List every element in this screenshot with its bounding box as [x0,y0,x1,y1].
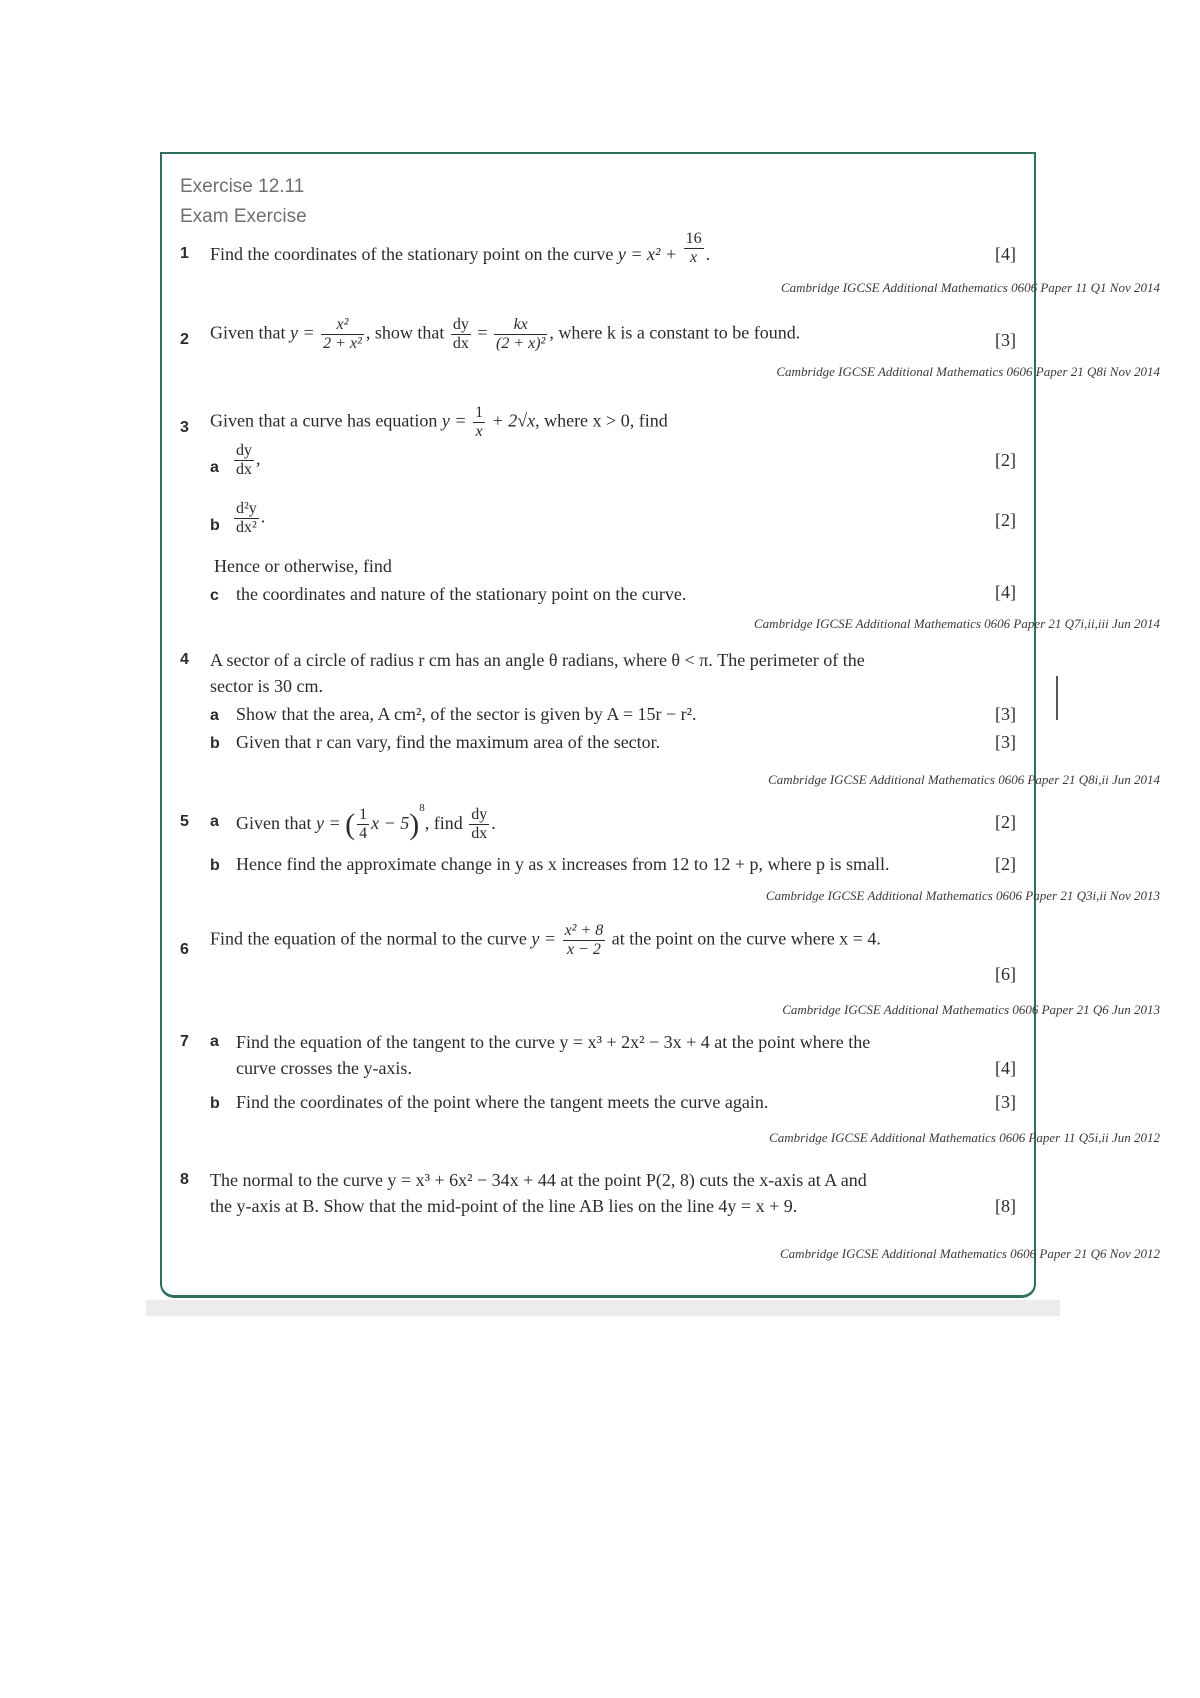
math-lhs: y = [315,813,341,833]
question-text: Find the coordinates of the stationary point on the curve [210,244,614,264]
punctuation: . [260,506,266,527]
numerator: kx [494,316,547,335]
numerator: x² + 8 [564,922,604,939]
source-citation: Cambridge IGCSE Additional Mathematics 0606 Paper 21 Q6 Jun 2013 [782,1002,1160,1017]
source-citation: Cambridge IGCSE Additional Mathematics 0606 Paper 21 Q8i Nov 2014 [776,364,1160,379]
question-number: 6 [180,941,189,958]
question-text: sector is 30 cm. [210,676,323,696]
question-number: 2 [180,331,189,348]
question-text: , where k is a constant to be found. [549,322,801,343]
source-citation: Cambridge IGCSE Additional Mathematics 0606 Paper 11 Q5i,ii Jun 2012 [769,1130,1160,1145]
marks: [4] [995,244,1016,264]
question-3 [180,404,1016,624]
denominator: dx [471,825,488,843]
denominator: dx [452,335,469,352]
part-label: b [210,857,220,874]
denominator: x − 2 [566,941,601,958]
source-citation: Cambridge IGCSE Additional Mathematics 0606 Paper 21 Q3i,ii Nov 2013 [765,888,1160,903]
math-lhs: y = [441,410,467,431]
numerator: dy [452,316,469,333]
question-number: 4 [180,651,189,668]
part-label: b [210,735,220,752]
part-text: Hence find the approximate change in y as x increases from 12 to 12 + p, where p is small. [236,854,890,874]
derivative [234,442,254,479]
exponent: 8 [419,802,425,814]
numerator: d²y [236,500,257,517]
hence-text: Hence or otherwise, find [214,556,392,576]
question-number: 5 [180,813,189,830]
question-text: Find the equation of the normal to the curve [210,928,527,949]
question-2 [180,316,1016,362]
marks: [2] [995,854,1016,874]
question-text: , where x > 0, find [535,410,668,431]
fraction [473,404,485,441]
source-citation: Cambridge IGCSE Additional Mathematics 0606 Paper 21 Q8i,ii Jun 2014 [768,772,1160,787]
math-lhs: y = [289,322,315,343]
marks: [6] [995,964,1016,984]
denominator: (2 + x)² [495,335,546,352]
part-text: Given that [236,813,312,833]
part-label: a [210,459,219,476]
part-label: a [210,707,219,724]
marks: [2] [995,450,1016,470]
marks: [3] [995,732,1016,752]
close-paren: ) [409,807,420,841]
denominator: dx² [236,519,257,536]
denominator: x [475,423,483,440]
denominator: dx [236,461,252,478]
marks: [8] [995,1196,1016,1216]
equals-sign: = [477,322,488,343]
part-text: Find the coordinates of the point where the tangent meets the curve again. [236,1092,769,1112]
marks: [4] [995,1058,1016,1078]
question-text: the y-axis at B. Show that the mid-point of the line AB lies on the line 4y = x + 9. [210,1196,798,1216]
numerator: dy [471,806,488,824]
math-lhs: y = x² + [617,244,678,264]
fraction [684,230,704,267]
numerator: 1 [475,404,484,421]
marks: [3] [995,1092,1016,1112]
fraction [357,806,369,843]
source-citation: Cambridge IGCSE Additional Mathematics 0606 Paper 21 Q6 Nov 2012 [780,1246,1160,1261]
question-text: The normal to the curve y = x³ + 6x² − 34x + 44 at the point P(2, 8) cuts the x-axis at A and [210,1170,867,1190]
part-text: , find [424,813,463,833]
question-text: at the point on the curve where x = 4. [611,928,881,949]
exercise-subtitle: Exam Exercise [180,206,307,227]
open-paren: ( [345,807,356,841]
question-7 [180,1030,1016,1130]
denominator: 4 [359,825,368,843]
denominator: x [690,249,698,267]
part-label: b [210,1095,220,1112]
marks: [2] [995,812,1016,832]
part-text: the coordinates and nature of the stationary point on the curve. [236,584,687,604]
numerator: 1 [359,806,368,824]
source-citation: Cambridge IGCSE Additional Mathematics 0606 Paper 21 Q7i,ii,iii Jun 2014 [754,616,1160,631]
question-number: 7 [180,1033,189,1050]
part-text: Given that r can vary, find the maximum area of the sector. [236,732,661,752]
numerator: 16 [685,230,702,248]
question-8 [180,1168,1016,1228]
source-citation: Cambridge IGCSE Additional Mathematics 0606 Paper 11 Q1 Nov 2014 [780,280,1160,295]
part-label: a [210,1033,219,1050]
scan-bottom-edge [146,1300,1060,1316]
question-text: Given that a curve has equation [210,410,438,431]
part-label: b [210,517,220,534]
part-text: Show that the area, A cm², of the sector is given by A = 15r − r². [236,704,697,724]
part-text: curve crosses the y-axis. [236,1058,412,1078]
math-term: + 2√x [491,410,536,431]
derivative [469,806,489,843]
marks: [3] [995,330,1016,350]
question-number: 3 [180,419,189,436]
question-4 [180,648,1016,758]
part-text: Find the equation of the tangent to the curve y = x³ + 2x² − 3x + 4 at the point where the [236,1032,871,1052]
question-5 [180,796,1016,892]
part-label: a [210,813,219,830]
margin-mark [1056,676,1058,720]
numerator: x² [321,316,364,335]
question-6 [180,916,1016,986]
part-label: c [210,587,219,604]
question-text: A sector of a circle of radius r cm has an angle θ radians, where θ < π. The perimeter of the [210,650,865,670]
marks: [4] [995,582,1016,602]
fraction [321,316,364,353]
question-1 [180,230,1016,274]
numerator: dy [236,442,252,459]
fraction [494,316,547,353]
question-text: Given that [210,322,286,343]
fraction [563,922,606,959]
punctuation: , [256,448,261,469]
marks: [3] [995,704,1016,724]
question-number: 1 [180,245,189,262]
marks: [2] [995,510,1016,530]
math-term: x − 5 [371,813,410,833]
exercise-title: Exercise 12.11 [180,176,305,197]
derivative [451,316,471,353]
punctuation: . [491,813,496,833]
denominator: 2 + x² [323,335,362,352]
second-derivative [234,500,259,537]
math-lhs: y = [531,928,557,949]
question-number: 8 [180,1171,189,1188]
punctuation: . [705,244,711,264]
question-text: , show that [365,322,445,343]
